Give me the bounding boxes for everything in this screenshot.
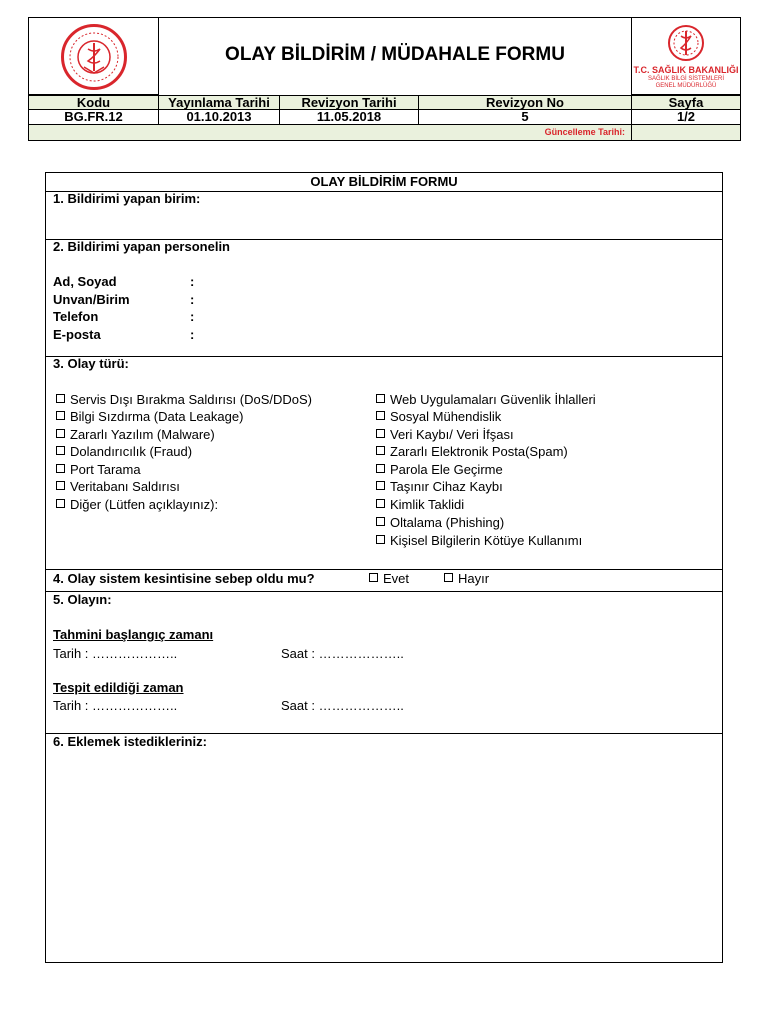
- option-data-leakage[interactable]: Bilgi Sızdırma (Data Leakage): [56, 409, 243, 425]
- form-section-title: OLAY BİLDİRİM FORMU: [310, 174, 458, 189]
- option-password[interactable]: Parola Ele Geçirme: [376, 462, 503, 478]
- col-header-publish-date: Yayınlama Tarihi: [158, 95, 280, 110]
- field-colon: :: [190, 327, 195, 342]
- start-time-field[interactable]: Saat : ………………..: [281, 646, 404, 661]
- field-label-name: Ad, Soyad: [53, 274, 117, 289]
- option-fraud[interactable]: Dolandırıcılık (Fraud): [56, 444, 192, 460]
- col-header-revision-no: Revizyon No: [418, 95, 632, 110]
- divider: [46, 569, 722, 570]
- section-4-label: 4. Olay sistem kesintisine sebep oldu mu?: [53, 571, 315, 586]
- checkbox-icon[interactable]: [56, 429, 65, 438]
- option-personal-data[interactable]: Kişisel Bilgilerin Kötüye Kullanımı: [376, 533, 582, 549]
- option-device-loss[interactable]: Taşınır Cihaz Kaybı: [376, 479, 503, 495]
- checkbox-icon[interactable]: [56, 464, 65, 473]
- option-yes[interactable]: Evet: [369, 571, 409, 587]
- ministry-unit-line2: GENEL MÜDÜRLÜĞÜ: [655, 83, 717, 89]
- option-other[interactable]: Diğer (Lütfen açıklayınız):: [56, 497, 218, 513]
- checkbox-icon[interactable]: [376, 481, 385, 490]
- checkbox-icon[interactable]: [376, 411, 385, 420]
- section-5-label: 5. Olayın:: [53, 592, 112, 607]
- start-date-field[interactable]: Tarih : ………………..: [53, 646, 178, 661]
- checkbox-icon[interactable]: [376, 499, 385, 508]
- start-time-heading: Tahmini başlangıç zamanı: [53, 627, 214, 642]
- form-title: OLAY BİLDİRİM / MÜDAHALE FORMU: [225, 44, 565, 65]
- section-6-label: 6. Eklemek istedikleriniz:: [53, 734, 207, 749]
- option-dos[interactable]: Servis Dışı Bırakma Saldırısı (DoS/DDoS): [56, 392, 312, 408]
- field-colon: :: [190, 309, 195, 324]
- checkbox-icon[interactable]: [56, 446, 65, 455]
- col-header-code: Kodu: [28, 95, 159, 110]
- update-date-value: [631, 124, 741, 141]
- checkbox-icon[interactable]: [369, 573, 378, 582]
- caduceus-emblem-icon: [664, 23, 708, 63]
- field-label-email: E-posta: [53, 327, 101, 342]
- value-publish-date: 01.10.2013: [158, 109, 280, 125]
- field-label-title: Unvan/Birim: [53, 292, 130, 307]
- checkbox-icon[interactable]: [376, 394, 385, 403]
- option-web-app[interactable]: Web Uygulamaları Güvenlik İhlalleri: [376, 392, 596, 408]
- option-phishing[interactable]: Oltalama (Phishing): [376, 515, 504, 531]
- checkbox-icon[interactable]: [56, 481, 65, 490]
- checkbox-icon[interactable]: [56, 411, 65, 420]
- section-1-label: 1. Bildirimi yapan birim:: [53, 191, 201, 206]
- option-data-loss[interactable]: Veri Kaybı/ Veri İfşası: [376, 427, 514, 443]
- checkbox-icon[interactable]: [376, 535, 385, 544]
- value-page: 1/2: [631, 109, 741, 125]
- incident-report-form: [45, 172, 723, 963]
- section-2-label: 2. Bildirimi yapan personelin: [53, 239, 230, 254]
- ministry-unit-line1: SAĞLIK BİLGİ SİSTEMLERİ: [647, 76, 725, 82]
- update-date-label: Güncelleme Tarihi:: [28, 124, 632, 141]
- checkbox-icon[interactable]: [376, 446, 385, 455]
- detect-time-field[interactable]: Saat : ………………..: [281, 698, 404, 713]
- document-header: [28, 17, 741, 141]
- value-revision-date: 11.05.2018: [279, 109, 419, 125]
- option-db-attack[interactable]: Veritabanı Saldırısı: [56, 479, 180, 495]
- option-no[interactable]: Hayır: [444, 571, 489, 587]
- checkbox-icon[interactable]: [56, 499, 65, 508]
- ministry-logo: [631, 21, 741, 95]
- value-revision-no: 5: [418, 109, 632, 125]
- divider: [46, 591, 722, 592]
- checkbox-icon[interactable]: [376, 429, 385, 438]
- option-spam[interactable]: Zararlı Elektronik Posta(Spam): [376, 444, 568, 460]
- checkbox-icon[interactable]: [56, 394, 65, 403]
- ministry-seal-logo: [61, 24, 127, 90]
- value-code: BG.FR.12: [28, 109, 159, 125]
- detect-date-field[interactable]: Tarih : ………………..: [53, 698, 178, 713]
- col-header-revision-date: Revizyon Tarihi: [279, 95, 419, 110]
- checkbox-icon[interactable]: [376, 517, 385, 526]
- field-label-phone: Telefon: [53, 309, 99, 324]
- option-malware[interactable]: Zararlı Yazılım (Malware): [56, 427, 215, 443]
- option-impersonation[interactable]: Kimlik Taklidi: [376, 497, 464, 513]
- checkbox-icon[interactable]: [376, 464, 385, 473]
- option-port-scan[interactable]: Port Tarama: [56, 462, 141, 478]
- field-colon: :: [190, 292, 195, 307]
- option-social-eng[interactable]: Sosyal Mühendislik: [376, 409, 501, 425]
- col-header-page: Sayfa: [631, 95, 741, 110]
- field-colon: :: [190, 274, 195, 289]
- detect-time-heading: Tespit edildiği zaman: [53, 680, 184, 695]
- ministry-name: T.C. SAĞLIK BAKANLIĞI: [633, 65, 739, 75]
- section-3-label: 3. Olay türü:: [53, 356, 129, 371]
- checkbox-icon[interactable]: [444, 573, 453, 582]
- divider: [46, 356, 722, 357]
